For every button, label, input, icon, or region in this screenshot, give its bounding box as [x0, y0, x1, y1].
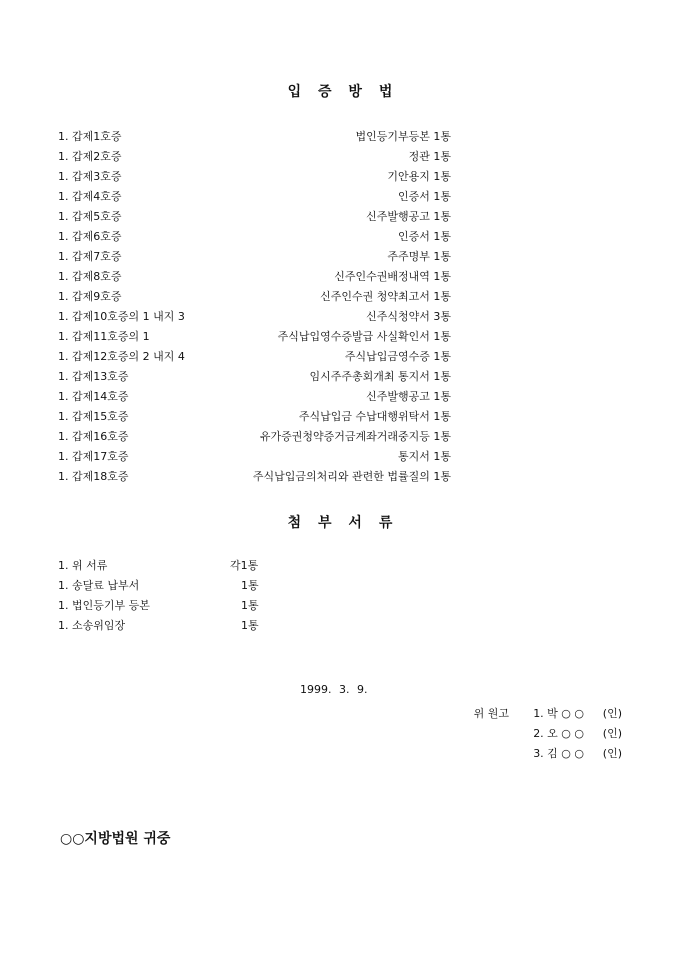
evidence-label: 1. 갑제8호증: [58, 270, 122, 283]
evidence-item: [58, 387, 451, 407]
plaintiff-name: 3. 김 ○ ○: [533, 747, 584, 760]
evidence-label: 1. 갑제18호증: [58, 470, 129, 483]
evidence-label: 1. 갑제2호증: [58, 150, 122, 163]
evidence-item: [58, 207, 451, 227]
evidence-item: [58, 327, 451, 347]
evidence-item: [58, 147, 451, 167]
evidence-label: 1. 갑제10호증의 1 내지 3: [58, 310, 185, 323]
plaintiff-role: 위 원고: [473, 707, 509, 720]
evidence-item: [58, 287, 451, 307]
attachment-label: 1. 위 서류: [58, 559, 108, 572]
attachment-count: 각1통: [230, 559, 259, 572]
plaintiff-signature-block: [322, 704, 622, 764]
evidence-item: [58, 247, 451, 267]
attachment-label: 1. 송달료 납부서: [58, 579, 140, 592]
seal-mark: (인): [602, 727, 622, 740]
evidence-document: 기안용지 1통: [387, 170, 451, 183]
evidence-document: 정관 1통: [408, 150, 451, 163]
seal-mark: (인): [602, 747, 622, 760]
evidence-document: 인증서 1통: [398, 230, 451, 243]
evidence-document: 신주인수권 청약최고서 1통: [320, 290, 451, 303]
evidence-document: 주식납입영수증발급 사실확인서 1통: [277, 330, 451, 343]
evidence-title: 입 증 방 법: [287, 84, 399, 100]
evidence-label: 1. 갑제6호증: [58, 230, 122, 243]
evidence-document: 법인등기부등본 1통: [355, 130, 451, 143]
evidence-document: 유가증권청약증거금계좌거래중지등 1통: [259, 430, 451, 443]
attachment-count: 1통: [241, 619, 259, 632]
evidence-item: [58, 447, 451, 467]
evidence-label: 1. 갑제3호증: [58, 170, 122, 183]
evidence-document: 신주발행공고 1통: [366, 210, 451, 223]
court-addressee: ○○지방법원 귀중: [60, 831, 171, 847]
plaintiff-name: 2. 오 ○ ○: [533, 727, 584, 740]
evidence-item: [58, 227, 451, 247]
evidence-document: 신주식청약서 3통: [366, 310, 451, 323]
evidence-document: 주식납입금영수증 1통: [344, 350, 451, 363]
evidence-label: 1. 갑제7호증: [58, 250, 122, 263]
evidence-item: [58, 367, 451, 387]
attachment-count: 1통: [241, 599, 259, 612]
evidence-label: 1. 갑제1호증: [58, 130, 122, 143]
evidence-item: [58, 347, 451, 367]
attachments-list: [58, 556, 278, 636]
evidence-document: 임시주주총회개최 통지서 1통: [309, 370, 451, 383]
attachment-item: [58, 576, 278, 596]
evidence-label: 1. 갑제15호증: [58, 410, 129, 423]
attachment-item: [58, 616, 278, 636]
evidence-item: [58, 307, 451, 327]
evidence-label: 1. 갑제13호증: [58, 370, 129, 383]
evidence-label: 1. 갑제14호증: [58, 390, 129, 403]
evidence-label: 1. 갑제5호증: [58, 210, 122, 223]
evidence-item: [58, 427, 451, 447]
attachments-title: 첨 부 서 류: [287, 515, 399, 531]
evidence-label: 1. 갑제12호증의 2 내지 4: [58, 350, 185, 363]
evidence-item: [58, 267, 451, 287]
plaintiff-row: [322, 744, 622, 764]
evidence-label: 1. 갑제11호증의 1: [58, 330, 150, 343]
evidence-label: 1. 갑제9호증: [58, 290, 122, 303]
evidence-document: 신주발행공고 1통: [366, 390, 451, 403]
evidence-item: [58, 167, 451, 187]
evidence-label: 1. 갑제4호증: [58, 190, 122, 203]
evidence-document: 주주명부 1통: [387, 250, 451, 263]
seal-mark: (인): [602, 707, 622, 720]
evidence-list: [58, 127, 451, 487]
attachment-item: [58, 596, 278, 616]
evidence-document: 신주인수권배정내역 1통: [334, 270, 451, 283]
attachment-label: 1. 소송위임장: [58, 619, 126, 632]
evidence-document: 주식납입금 수납대행위탁서 1통: [298, 410, 451, 423]
attachment-item: [58, 556, 278, 576]
attachment-label: 1. 법인등기부 등본: [58, 599, 150, 612]
evidence-label: 1. 갑제16호증: [58, 430, 129, 443]
plaintiff-row: [322, 704, 622, 724]
evidence-item: [58, 127, 451, 147]
evidence-item: [58, 187, 451, 207]
evidence-label: 1. 갑제17호증: [58, 450, 129, 463]
evidence-document: 주식납입금의처리와 관련한 법률질의 1통: [252, 470, 451, 483]
evidence-document: 통지서 1통: [398, 450, 451, 463]
filing-date: 1999. 3. 9.: [300, 683, 368, 696]
evidence-document: 인증서 1통: [398, 190, 451, 203]
attachment-count: 1통: [241, 579, 259, 592]
plaintiff-name: 1. 박 ○ ○: [533, 707, 584, 720]
plaintiff-row: [322, 724, 622, 744]
evidence-item: [58, 467, 451, 487]
evidence-item: [58, 407, 451, 427]
